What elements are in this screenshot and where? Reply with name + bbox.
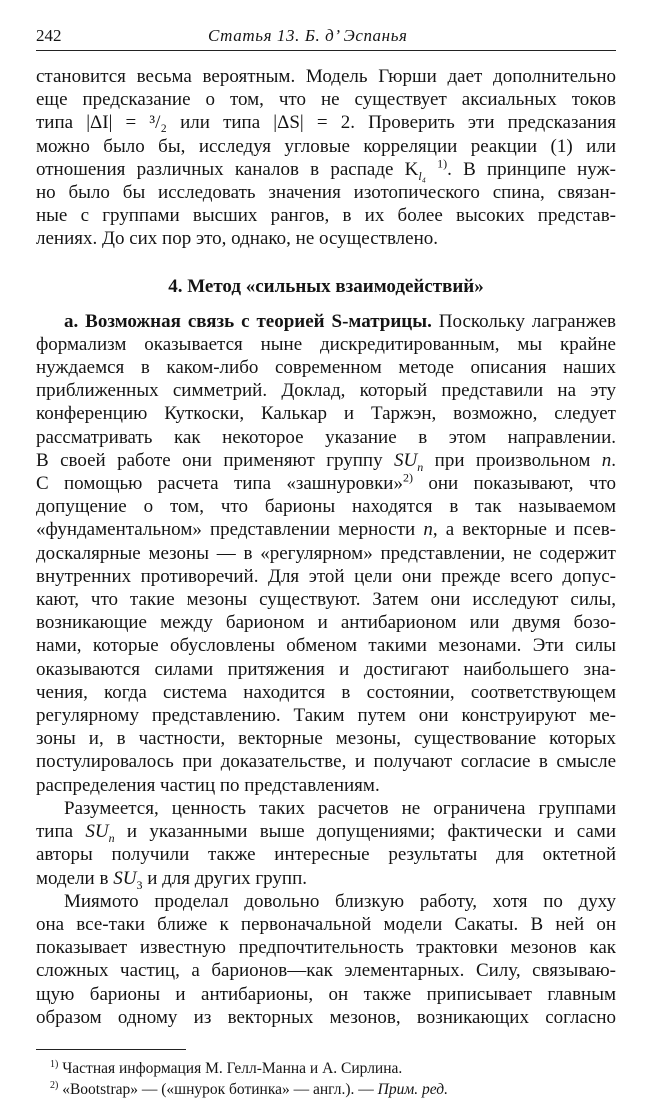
text-line: типа |ΔI| = ³/₂ или типа |ΔS| = 2. Проверить эти предсказания <box>36 112 616 134</box>
text-line: образом одному из векторных мезонов, возникающих согласно <box>36 1006 616 1028</box>
text-line: чения, когда система находится в состоянии, соответствующем <box>36 681 616 703</box>
text-line: оказываются силами притяжения и достигают наибольшего зна- <box>36 658 616 680</box>
text-line: В своей работе они применяют группу $SU_n$ при произвольном n. <box>36 449 617 474</box>
footnote-2: $^{2)}$ «Bootstrap» — («шнурок ботинка» — англ.). — Прим. ред. <box>50 1079 448 1098</box>
text-line: постулировалось при доказательстве, и получают согласие в смысле <box>36 751 616 773</box>
text-line: возникающие между барионом и антибарионом или двумя бозо- <box>36 612 616 634</box>
text-line: Разумеется, ценность таких расчетов не ограничена группами <box>64 797 616 819</box>
text-line: ные с группами высших рангов, в их более высоких представ- <box>36 205 616 227</box>
text-line: можно было бы, исследуя угловые корреляции реакции (1) или <box>36 135 616 157</box>
running-title: Статья 13. Б. д’ Эспанья <box>208 26 408 45</box>
text-line: сложных частиц, а барионов—как элементарных. Силу, связываю- <box>36 960 616 982</box>
text-line: распределения частиц по представлениям. <box>36 774 380 796</box>
text-line: внутренних противоречий. Для этой цели они прежде всего допус- <box>36 565 616 587</box>
text-line: авторы получили также интересные результаты для октетной <box>36 844 616 866</box>
page-number: 242 <box>36 26 62 45</box>
text-line: щую барионы и антибарионы, он также приписывает главным <box>36 983 616 1005</box>
footnote-divider <box>36 1049 186 1058</box>
text-line: рассматривать как некоторое указание в этом направлении. <box>36 426 616 448</box>
text-line: она все-таки ближе к первоначальной модели Сакаты. В ней он <box>36 913 616 935</box>
footnote-1: $^{1)}$ Частная информация М. Гелл-Манна и А. Сирлина. <box>50 1058 403 1077</box>
text-line: еще предсказание о том, что не существует аксиальных токов <box>36 89 616 111</box>
text-line: типа $SU_n$ и указанными выше допущениями; фактически и сами <box>36 821 617 845</box>
footnote-ref[interactable]: 2) <box>402 470 413 485</box>
text-line: кают, что такие мезоны существуют. Затем они исследуют силы, <box>36 589 616 611</box>
text-line: становится весьма вероятным. Модель Гюрши дает дополнительно <box>36 66 616 87</box>
text-line: лениях. До сих пор это, однако, не осуществлено. <box>36 228 438 250</box>
body-text <box>36 65 616 1029</box>
text-line: нуждаемся в каком-либо современном методе описания наших <box>36 357 616 379</box>
text-line: модели в $SU_3$ и для других групп. <box>36 867 307 892</box>
text-line: «фундаментальном» представлении мерности n, а векторные и псев- <box>36 519 616 541</box>
text-line: а. Возможная связь с теорией S-матрицы. Поскольку лагранжев <box>64 310 617 332</box>
subsection-heading: а. Возможная связь с теорией S-матрицы. <box>64 310 432 332</box>
text-line: доскалярные мезоны — в «регулярном» представлении, не содержит <box>36 542 616 564</box>
text-line: С помощью расчета типа «зашнуровки»$^{2)}$ они показывают, что <box>36 470 616 495</box>
footnotes <box>36 1058 616 1100</box>
text-line: отношения различных каналов в распаде $K_{l_4}$ $^{1)}$. В принципе нуж- <box>36 156 616 183</box>
text-line: но было бы исследовать значения изотопического спина, связан- <box>36 182 616 204</box>
text-line: зоны и, в частности, векторные мезоны, существование которых <box>36 728 616 750</box>
footnote-ref[interactable]: 1) <box>437 156 448 171</box>
text-line: показывает известную предпочтительность трактовки мезонов как <box>36 937 616 959</box>
k-decay-subscript: l₄ <box>418 168 426 183</box>
section-heading: 4. Метод «сильных взаимодействий» <box>168 275 484 297</box>
text-line: нами, которые обусловлены обменом такими мезонами. Эти силы <box>36 635 616 657</box>
text-line: конференцию Куткоски, Калькар и Таржэн, возможно, следует <box>36 403 616 425</box>
text-line: допущение о том, что барионы находятся в так называемом <box>36 496 616 518</box>
running-header <box>36 24 616 51</box>
page <box>36 24 616 1100</box>
text-line: приближенных симметрий. Доклад, который представили на эту <box>36 380 616 402</box>
text-line: регулярному представлению. Таким путем они конструируют ме- <box>36 705 616 727</box>
text-line: Миямото проделал довольно близкую работу, хотя по духу <box>64 890 616 912</box>
text-line: формализм оказывается ныне дискредитированным, мы крайне <box>36 333 616 355</box>
